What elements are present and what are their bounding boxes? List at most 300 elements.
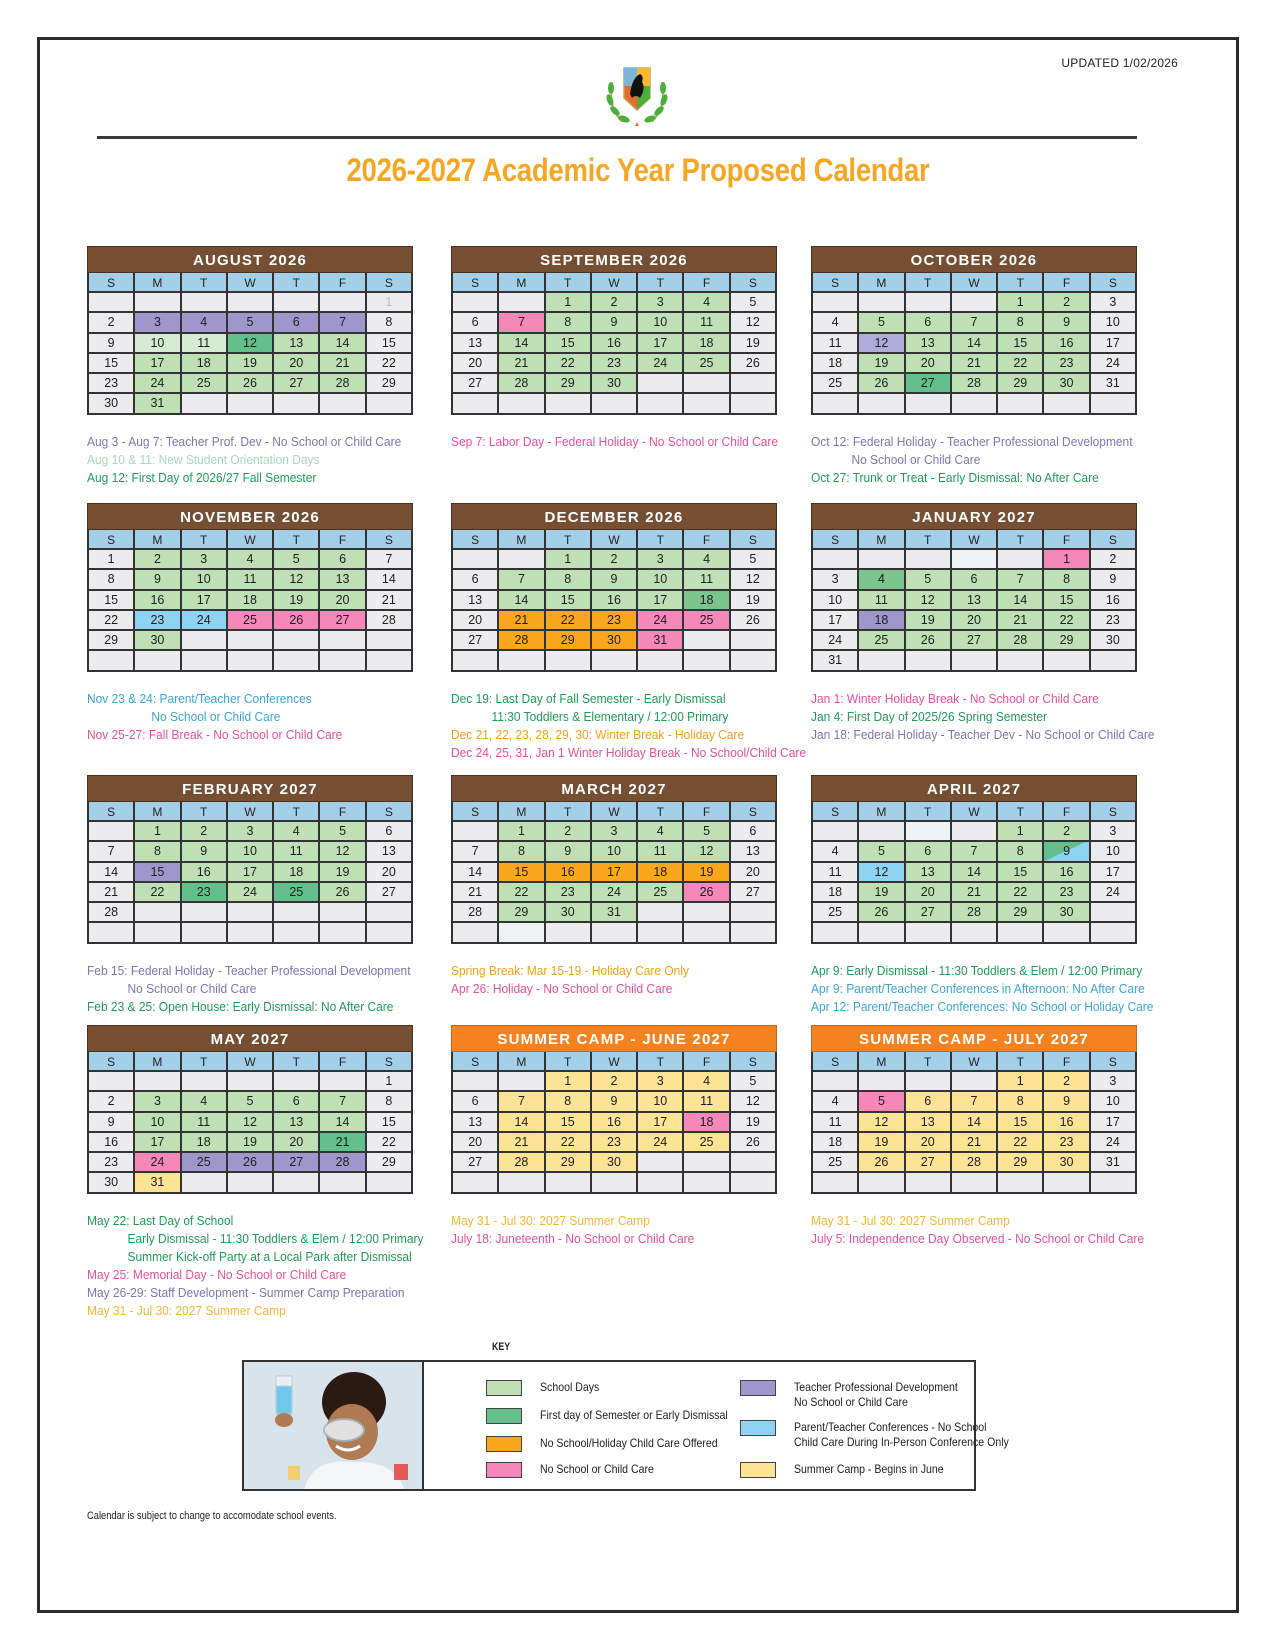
day-cell: 7 [998, 570, 1044, 590]
day-cell: 11 [228, 570, 274, 590]
day-cell: 8 [499, 842, 545, 862]
day-cell: 19 [859, 883, 905, 903]
weekday-header: T [638, 273, 684, 293]
month-title: DECEMBER 2026 [451, 503, 777, 530]
month-title: MARCH 2027 [451, 775, 777, 802]
weekday-header: T [274, 802, 320, 822]
day-cell: 29 [546, 374, 592, 394]
day-cell: 10 [638, 313, 684, 333]
empty-cell [813, 394, 859, 414]
weekday-header: S [1091, 530, 1137, 550]
weekday-header: S [731, 273, 777, 293]
day-cell: 18 [859, 611, 905, 631]
empty-cell [182, 923, 228, 943]
empty-cell [274, 651, 320, 671]
empty-cell [813, 1173, 859, 1193]
empty-cell [906, 923, 952, 943]
day-cell: 5 [320, 822, 366, 842]
empty-cell [952, 394, 998, 414]
day-cell: 28 [320, 374, 366, 394]
empty-cell [731, 651, 777, 671]
empty-cell [89, 1072, 135, 1092]
day-cell: 5 [859, 842, 905, 862]
day-cell: 23 [1044, 354, 1090, 374]
day-cell: 7 [453, 842, 499, 862]
day-cell: 3 [638, 1072, 684, 1092]
day-cell: 4 [684, 1072, 730, 1092]
day-cell: 12 [228, 334, 274, 354]
empty-cell [453, 822, 499, 842]
day-cell: 15 [1044, 591, 1090, 611]
day-cell: 5 [731, 293, 777, 313]
day-cell: 4 [813, 1092, 859, 1112]
month-title: APRIL 2027 [811, 775, 1137, 802]
day-cell: 23 [182, 883, 228, 903]
day-cell: 6 [453, 313, 499, 333]
day-cell: 16 [1091, 591, 1137, 611]
empty-cell [453, 1072, 499, 1092]
day-cell: 31 [813, 651, 859, 671]
day-cell: 15 [89, 591, 135, 611]
day-cell: 27 [906, 1153, 952, 1173]
empty-cell [731, 394, 777, 414]
day-cell: 13 [320, 570, 366, 590]
empty-cell [182, 1173, 228, 1193]
month-notes [451, 1212, 811, 1248]
month-grid [451, 1052, 777, 1194]
page-title: 2026-2027 Academic Year Proposed Calendar [346, 152, 930, 188]
month-notes [451, 962, 811, 998]
day-cell: 22 [998, 354, 1044, 374]
day-cell: 9 [135, 570, 181, 590]
weekday-header: F [1044, 802, 1090, 822]
day-cell: 19 [228, 1133, 274, 1153]
day-cell: 1 [546, 293, 592, 313]
day-cell: 14 [952, 1113, 998, 1133]
day-cell: 4 [813, 842, 859, 862]
day-cell: 2 [135, 550, 181, 570]
day-cell: 2 [546, 822, 592, 842]
day-cell: 1 [546, 1072, 592, 1092]
day-cell: 24 [813, 631, 859, 651]
weekday-header: F [684, 530, 730, 550]
day-cell: 6 [906, 313, 952, 333]
day-cell: 8 [998, 842, 1044, 862]
month-calendar [811, 775, 1137, 944]
day-cell: 19 [859, 1133, 905, 1153]
weekday-header: T [274, 1052, 320, 1072]
day-cell: 22 [499, 883, 545, 903]
day-cell: 5 [274, 550, 320, 570]
month-grid [451, 530, 777, 672]
day-cell: 10 [228, 842, 274, 862]
weekday-header: S [813, 802, 859, 822]
empty-cell [453, 923, 499, 943]
weekday-header: S [367, 273, 413, 293]
weekday-header: T [906, 273, 952, 293]
school-crest-icon [602, 60, 672, 130]
day-cell: 28 [952, 903, 998, 923]
day-cell: 17 [638, 591, 684, 611]
empty-cell [998, 550, 1044, 570]
day-cell: 24 [638, 1133, 684, 1153]
day-cell: 18 [228, 591, 274, 611]
empty-cell [182, 394, 228, 414]
event-note: May 25: Memorial Day - No School or Child Care [87, 1267, 347, 1282]
day-cell: 18 [684, 334, 730, 354]
weekday-header: F [684, 1052, 730, 1072]
month-calendar [87, 775, 413, 944]
empty-cell [638, 651, 684, 671]
day-cell: 27 [906, 374, 952, 394]
empty-cell [1044, 394, 1090, 414]
empty-cell [546, 1173, 592, 1193]
month-grid [451, 273, 777, 415]
empty-cell [274, 394, 320, 414]
day-cell: 7 [499, 313, 545, 333]
day-cell: 26 [320, 883, 366, 903]
day-cell: 29 [367, 374, 413, 394]
legend-text-line: School Days [540, 1380, 600, 1394]
weekday-header: T [182, 802, 228, 822]
empty-cell [906, 293, 952, 313]
day-cell: 13 [453, 591, 499, 611]
event-note: Nov 23 & 24: Parent/Teacher Conferences [87, 691, 312, 706]
weekday-header: W [952, 802, 998, 822]
empty-cell [731, 1173, 777, 1193]
empty-cell [320, 293, 366, 313]
event-note: Spring Break: Mar 15-19 - Holiday Care Only [451, 963, 689, 978]
month-grid [87, 530, 413, 672]
day-cell: 17 [1091, 1113, 1137, 1133]
weekday-header: T [998, 530, 1044, 550]
day-cell: 6 [367, 822, 413, 842]
month-title: MAY 2027 [87, 1025, 413, 1052]
weekday-header: W [592, 1052, 638, 1072]
day-cell: 8 [367, 1092, 413, 1112]
day-cell: 26 [731, 1133, 777, 1153]
day-cell: 13 [367, 842, 413, 862]
day-cell: 12 [320, 842, 366, 862]
day-cell: 27 [731, 883, 777, 903]
day-cell: 20 [274, 1133, 320, 1153]
day-cell: 10 [1091, 842, 1137, 862]
day-cell: 24 [228, 883, 274, 903]
month-title: OCTOBER 2026 [811, 246, 1137, 273]
day-cell: 11 [859, 591, 905, 611]
weekday-header: W [592, 273, 638, 293]
day-cell: 29 [1044, 631, 1090, 651]
day-cell: 13 [731, 842, 777, 862]
day-cell: 3 [813, 570, 859, 590]
empty-cell [182, 651, 228, 671]
event-note: Jan 18: Federal Holiday - Teacher Dev - No School or Child Care [811, 727, 1155, 742]
empty-cell [546, 394, 592, 414]
weekday-header: S [89, 273, 135, 293]
day-cell: 27 [906, 903, 952, 923]
weekday-header: T [638, 1052, 684, 1072]
day-cell: 29 [499, 903, 545, 923]
day-cell: 18 [813, 354, 859, 374]
month-notes [811, 433, 1171, 487]
weekday-header: F [1044, 1052, 1090, 1072]
weekday-header: T [906, 1052, 952, 1072]
month-calendar [451, 1025, 777, 1194]
day-cell: 23 [1044, 1133, 1090, 1153]
empty-cell [731, 374, 777, 394]
day-cell: 22 [546, 354, 592, 374]
legend-text-line: No School/Holiday Child Care Offered [540, 1436, 718, 1450]
day-cell: 5 [906, 570, 952, 590]
empty-cell [1091, 651, 1137, 671]
weekday-header: S [813, 1052, 859, 1072]
day-cell: 23 [546, 883, 592, 903]
empty-cell [89, 293, 135, 313]
day-cell: 9 [546, 842, 592, 862]
day-cell: 28 [998, 631, 1044, 651]
event-note: Apr 9: Early Dismissal - 11:30 Toddlers & Elem / 12:00 Primary [811, 963, 1143, 978]
day-cell: 11 [274, 842, 320, 862]
legend-item [740, 1462, 964, 1478]
empty-cell [998, 651, 1044, 671]
empty-cell [998, 923, 1044, 943]
weekday-header: M [135, 273, 181, 293]
day-cell: 17 [182, 591, 228, 611]
day-cell: 24 [638, 354, 684, 374]
empty-cell [638, 903, 684, 923]
day-cell: 28 [453, 903, 499, 923]
day-cell: 24 [135, 374, 181, 394]
day-cell: 21 [499, 1133, 545, 1153]
day-cell: 13 [453, 334, 499, 354]
day-cell: 28 [320, 1153, 366, 1173]
day-cell: 16 [135, 591, 181, 611]
event-note: No School or Child Care [851, 452, 981, 467]
empty-cell [453, 550, 499, 570]
legend-item [486, 1408, 753, 1424]
day-cell: 28 [952, 374, 998, 394]
empty-cell [684, 374, 730, 394]
empty-cell [182, 903, 228, 923]
weekday-header: S [731, 1052, 777, 1072]
event-note: Apr 26: Holiday - No School or Child Care [451, 981, 673, 996]
event-note: Feb 15: Federal Holiday - Teacher Professional Development [87, 963, 411, 978]
month-title: AUGUST 2026 [87, 246, 413, 273]
empty-cell [274, 631, 320, 651]
event-note: Jan 4: First Day of 2025/26 Spring Semester [811, 709, 1047, 724]
day-cell: 21 [998, 611, 1044, 631]
day-cell: 24 [1091, 883, 1137, 903]
weekday-header: T [638, 802, 684, 822]
event-note: Apr 12: Parent/Teacher Conferences: No School or Holiday Care [811, 999, 1154, 1014]
day-cell: 27 [320, 611, 366, 631]
day-cell: 1 [367, 293, 413, 313]
legend-text-line: Summer Camp - Begins in June [794, 1462, 944, 1476]
day-cell: 29 [546, 1153, 592, 1173]
weekday-header: T [546, 273, 592, 293]
day-cell: 1 [998, 1072, 1044, 1092]
day-cell: 9 [1044, 313, 1090, 333]
day-cell: 2 [592, 1072, 638, 1092]
legend-text-line: First day of Semester or Early Dismissal [540, 1408, 728, 1422]
day-cell: 28 [499, 1153, 545, 1173]
empty-cell [952, 293, 998, 313]
event-note: No School or Child Care [151, 709, 281, 724]
legend-text [540, 1408, 728, 1423]
empty-cell [1091, 394, 1137, 414]
day-cell: 21 [952, 1133, 998, 1153]
weekday-header: F [320, 1052, 366, 1072]
weekday-header: T [182, 273, 228, 293]
empty-cell [684, 394, 730, 414]
weekday-header: W [592, 530, 638, 550]
day-cell: 15 [367, 334, 413, 354]
day-cell: 16 [182, 863, 228, 883]
empty-cell [274, 293, 320, 313]
legend-text [540, 1462, 654, 1477]
empty-cell [906, 1072, 952, 1092]
empty-cell [952, 651, 998, 671]
weekday-header: F [684, 273, 730, 293]
day-cell: 25 [182, 374, 228, 394]
day-cell: 21 [499, 611, 545, 631]
empty-cell [320, 923, 366, 943]
day-cell: 10 [592, 842, 638, 862]
day-cell: 27 [453, 1153, 499, 1173]
empty-cell [952, 1072, 998, 1092]
day-cell: 18 [638, 863, 684, 883]
day-cell: 12 [731, 1092, 777, 1112]
weekday-header: W [228, 1052, 274, 1072]
day-cell: 30 [592, 374, 638, 394]
day-cell: 12 [906, 591, 952, 611]
event-note: Early Dismissal - 11:30 Toddlers & Elem / 12:00 Primary [127, 1231, 424, 1246]
empty-cell [499, 651, 545, 671]
month-calendar [811, 503, 1137, 672]
weekday-header: S [453, 1052, 499, 1072]
day-cell: 23 [135, 611, 181, 631]
day-cell: 20 [952, 611, 998, 631]
day-cell: 28 [952, 1153, 998, 1173]
empty-cell [320, 651, 366, 671]
empty-cell [592, 651, 638, 671]
weekday-header: M [499, 802, 545, 822]
empty-cell [1091, 1173, 1137, 1193]
day-cell: 30 [1044, 374, 1090, 394]
empty-cell [320, 394, 366, 414]
weekday-header: F [1044, 530, 1090, 550]
day-cell: 10 [638, 570, 684, 590]
weekday-header: T [182, 1052, 228, 1072]
day-cell: 18 [813, 1133, 859, 1153]
day-cell: 30 [592, 631, 638, 651]
day-cell: 3 [228, 822, 274, 842]
month-calendar [87, 1025, 413, 1194]
day-cell: 6 [320, 550, 366, 570]
empty-cell [89, 822, 135, 842]
empty-cell [228, 1072, 274, 1092]
empty-cell [813, 1072, 859, 1092]
event-note: Dec 19: Last Day of Fall Semester - Early Dismissal [451, 691, 726, 706]
day-cell: 17 [135, 354, 181, 374]
legend-text-line: Child Care During In-Person Conference Only [794, 1435, 1009, 1449]
weekday-header: T [274, 530, 320, 550]
event-note: Oct 27: Trunk or Treat - Early Dismissal: No After Care [811, 470, 1099, 485]
weekday-header: S [367, 530, 413, 550]
day-cell: 2 [89, 313, 135, 333]
day-cell: 25 [228, 611, 274, 631]
day-cell: 30 [1044, 903, 1090, 923]
day-cell: 22 [89, 611, 135, 631]
day-cell: 14 [499, 591, 545, 611]
month-notes [87, 690, 447, 744]
day-cell: 24 [1091, 1133, 1137, 1153]
weekday-header: S [453, 802, 499, 822]
day-cell: 25 [684, 611, 730, 631]
day-cell: 1 [546, 550, 592, 570]
weekday-header: F [320, 530, 366, 550]
weekday-header: M [135, 530, 181, 550]
month-title: NOVEMBER 2026 [87, 503, 413, 530]
weekday-header: F [684, 802, 730, 822]
day-cell: 18 [684, 1113, 730, 1133]
event-note: July 5: Independence Day Observed - No School or Child Care [811, 1231, 1145, 1246]
day-cell: 2 [1044, 293, 1090, 313]
weekday-header: W [952, 530, 998, 550]
day-cell: 31 [638, 631, 684, 651]
legend-swatch [740, 1380, 776, 1396]
legend-swatch [486, 1436, 522, 1452]
day-cell: 22 [1044, 611, 1090, 631]
empty-cell [731, 1153, 777, 1173]
day-cell: 13 [274, 1113, 320, 1133]
weekday-header: M [135, 802, 181, 822]
event-note: July 18: Juneteenth - No School or Child Care [451, 1231, 695, 1246]
day-cell: 13 [952, 591, 998, 611]
empty-cell [499, 923, 545, 943]
empty-cell [813, 550, 859, 570]
day-cell: 3 [638, 293, 684, 313]
legend-swatch [740, 1462, 776, 1478]
empty-cell [592, 394, 638, 414]
day-cell: 17 [135, 1133, 181, 1153]
legend-text-line: No School or Child Care [794, 1395, 908, 1409]
day-cell: 14 [499, 334, 545, 354]
day-cell: 23 [592, 354, 638, 374]
day-cell: 10 [182, 570, 228, 590]
day-cell: 30 [1044, 1153, 1090, 1173]
day-cell: 15 [89, 354, 135, 374]
day-cell: 14 [499, 1113, 545, 1133]
day-cell: 24 [638, 611, 684, 631]
event-note: Aug 12: First Day of 2026/27 Fall Semester [87, 470, 317, 485]
empty-cell [228, 394, 274, 414]
empty-cell [499, 394, 545, 414]
day-cell: 15 [546, 591, 592, 611]
day-cell: 9 [1044, 1092, 1090, 1112]
day-cell: 18 [274, 863, 320, 883]
empty-cell [228, 903, 274, 923]
day-cell: 16 [1044, 1113, 1090, 1133]
legend-text [794, 1420, 1009, 1450]
empty-cell [274, 923, 320, 943]
day-cell: 3 [1091, 822, 1137, 842]
empty-cell [228, 651, 274, 671]
month-title: SUMMER CAMP - JULY 2027 [811, 1025, 1137, 1052]
weekday-header: T [998, 1052, 1044, 1072]
day-cell: 27 [274, 1153, 320, 1173]
empty-cell [859, 293, 905, 313]
